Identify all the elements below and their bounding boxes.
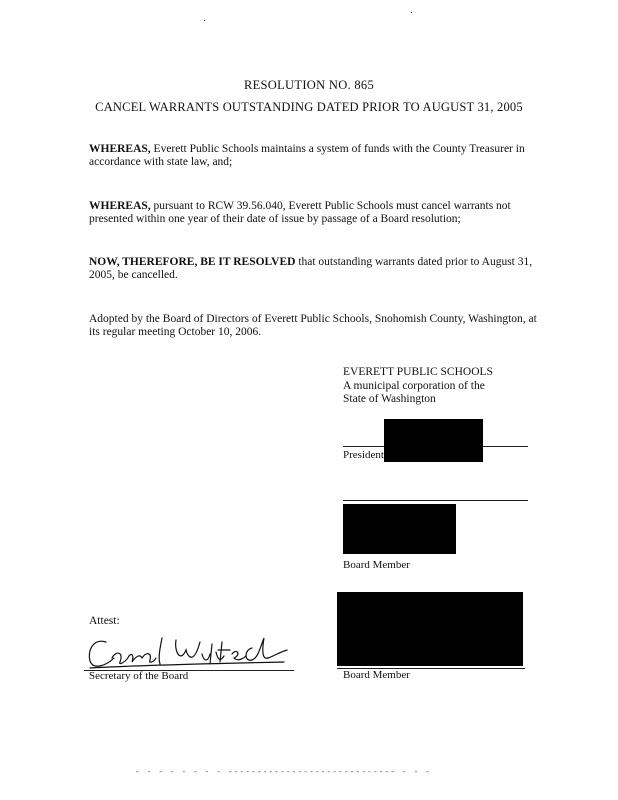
signature-org-desc-1: A municipal corporation of the [343, 380, 485, 392]
paragraph-text: Everett Public Schools maintains a system of funds with the County Treasurer in accordance with state law, and; [89, 143, 525, 168]
paragraph-adopted: Adopted by the Board of Directors of Everett Public Schools, Snohomish County, Washington, at its regular meeting October 10, 2006. [89, 313, 537, 338]
paragraph-resolved [89, 256, 539, 282]
secretary-signature-image [84, 628, 299, 674]
paragraph-lead: WHEREAS, [89, 143, 151, 155]
paragraph-text: pursuant to RCW 39.56.040, Everett Public Schools must cancel warrants not presented within one year of their date of issue by passage of a Board resolution; [89, 200, 511, 225]
redaction-box [343, 504, 456, 554]
scan-speck [204, 20, 205, 21]
paragraph-whereas-2 [89, 200, 539, 226]
attest-label: Attest: [89, 615, 120, 627]
paragraph-text: that outstanding warrants dated prior to August 31, 2005, be cancelled. [89, 256, 533, 281]
paragraph-whereas-1 [89, 143, 539, 169]
board-member-label-1: Board Member [343, 559, 410, 571]
signature-org-desc-2: State of Washington [343, 393, 436, 405]
signature-line-board-member-1 [343, 500, 528, 501]
resolution-subtitle: CANCEL WARRANTS OUTSTANDING DATED PRIOR TO AUGUST 31, 2005 [95, 100, 523, 114]
board-member-label-2: Board Member [343, 669, 410, 681]
paragraph-lead: WHEREAS, [89, 200, 151, 212]
scan-artifact-dashes: - - - - - - - - ----------------------------- - - - [135, 768, 431, 777]
resolution-title: RESOLUTION NO. 865 [243, 78, 375, 92]
redaction-box-overlay [384, 419, 483, 462]
president-label: President [343, 449, 384, 461]
secretary-label: Secretary of the Board [89, 670, 189, 682]
scan-speck [411, 12, 412, 13]
paragraph-lead: NOW, THEREFORE, BE IT RESOLVED [89, 256, 296, 268]
redaction-box [337, 592, 523, 666]
signature-org-name: EVERETT PUBLIC SCHOOLS [343, 366, 493, 378]
